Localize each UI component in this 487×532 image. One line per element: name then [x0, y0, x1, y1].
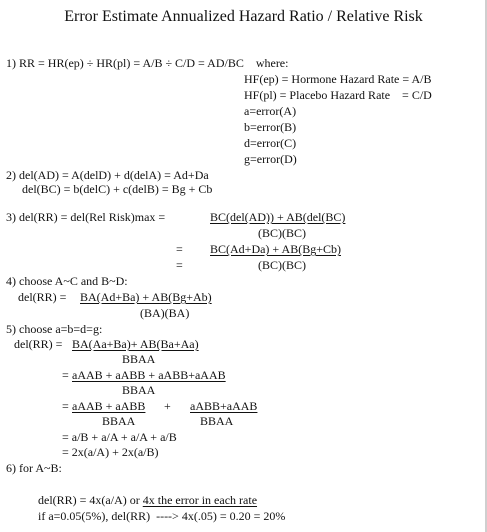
step-5-numerator-2: aAAB + aABB + aABB+aAAB [72, 368, 226, 382]
definition-hf-ep: HF(ep) = Hormone Hazard Rate = A/B [244, 72, 432, 86]
step-6-line-1-emphasis: 4x the error in each rate [142, 493, 258, 507]
step-5-plus: + [164, 399, 171, 413]
step-1-equation: 1) RR = HR(ep) ÷ HR(pl) = A/B ÷ C/D = AD/BC where: [6, 56, 289, 70]
step-3-numerator-1: BC(del(AD)) + AB(del(BC) [210, 210, 346, 224]
step-2-line-1: 2) del(AD) = A(delD) + d(delA) = Ad+Da [6, 168, 209, 182]
step-5-lhs: del(RR) = [14, 337, 63, 351]
step-3-denominator-1: (BC)(BC) [258, 226, 306, 240]
step-3-numerator-2: BC(Ad+Da) + AB(Bg+Cb) [210, 242, 341, 256]
step-3-equals-1: = [176, 242, 183, 256]
step-5-denominator-3a: BBAA [102, 414, 136, 428]
step-5-denominator-1: BBAA [122, 352, 156, 366]
step-6-line-1-text: del(RR) = 4x(a/A) or [38, 493, 143, 507]
definition-hf-pl: HF(pl) = Placebo Hazard Rate = C/D [244, 88, 432, 102]
step-3-denominator-2: (BC)(BC) [258, 258, 306, 272]
step-5-equals-3: = [62, 399, 69, 413]
step-2-line-2: del(BC) = b(delC) + c(delB) = Bg + Cb [22, 182, 213, 196]
step-4-denominator: (BA)(BA) [140, 306, 190, 320]
step-5-numerator-3a: aAAB + aABB [72, 399, 146, 413]
definition-d: d=error(C) [244, 136, 297, 150]
step-4-numerator: BA(Ad+Ba) + AB(Bg+Ab) [80, 290, 212, 304]
step-5-heading: 5) choose a=b=d=g: [6, 322, 103, 336]
definition-a: a=error(A) [244, 104, 297, 118]
step-5-denominator-3b: BBAA [200, 414, 234, 428]
step-5-denominator-2: BBAA [122, 383, 156, 397]
step-3-equals-2: = [176, 258, 183, 272]
step-4-heading: 4) choose A~C and B~D: [6, 274, 128, 288]
page-title: Error Estimate Annualized Hazard Ratio / Relative Risk [64, 8, 423, 25]
step-5-equals-2: = [62, 368, 69, 382]
step-5-line-4: = a/B + a/A + a/A + a/B [62, 430, 177, 444]
step-4-lhs: del(RR) = [18, 290, 67, 304]
step-5-line-5: = 2x(a/A) + 2x(a/B) [62, 445, 159, 459]
step-6-heading: 6) for A~B: [6, 461, 62, 475]
step-3-lhs: 3) del(RR) = del(Rel Risk)max = [6, 210, 166, 224]
step-6-line-2: if a=0.05(5%), del(RR) ----> 4x(.05) = 0.20 = 20% [38, 509, 286, 523]
definition-g: g=error(D) [244, 152, 297, 166]
definition-b: b=error(B) [244, 120, 297, 134]
step-5-numerator-1: BA(Aa+Ba)+ AB(Ba+Aa) [72, 337, 199, 351]
step-5-numerator-3b: aABB+aAAB [190, 399, 258, 413]
step-6-line-1 [38, 493, 257, 507]
